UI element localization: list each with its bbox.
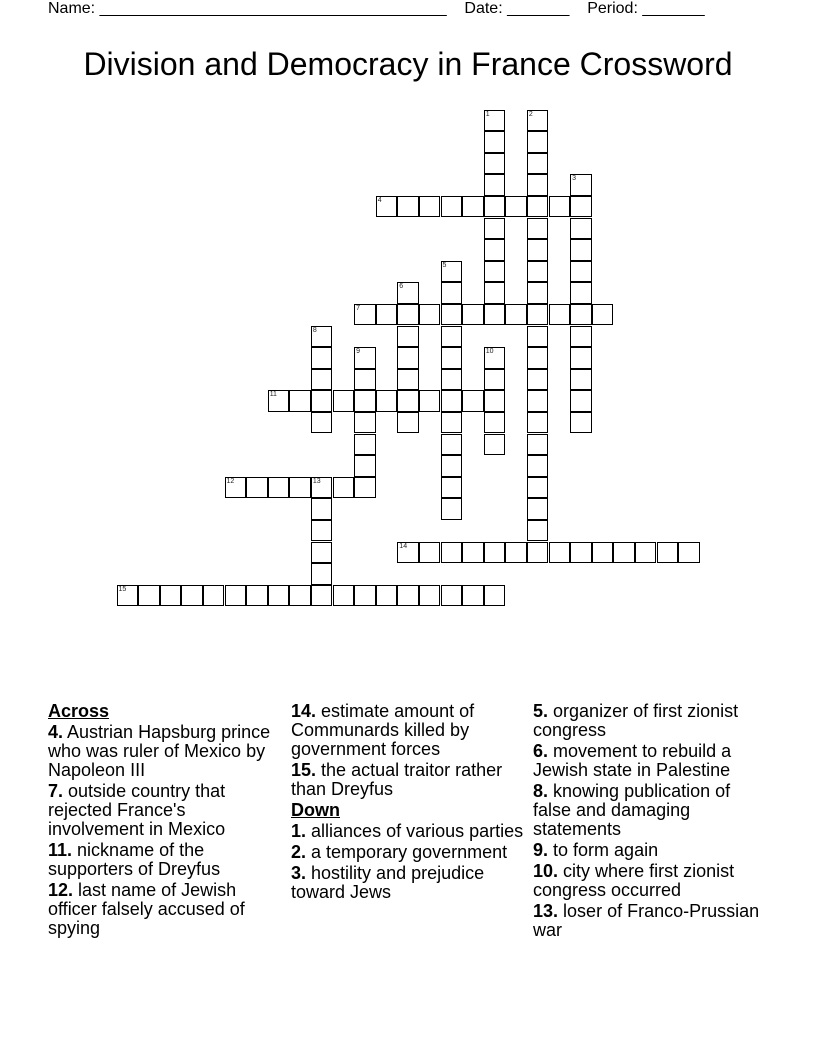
grid-cell[interactable] bbox=[570, 412, 592, 434]
grid-cell[interactable] bbox=[311, 498, 333, 520]
grid-cell[interactable] bbox=[570, 369, 592, 391]
grid-cell[interactable] bbox=[484, 304, 506, 326]
grid-cell[interactable] bbox=[311, 520, 333, 542]
clue-number-label: 7 bbox=[356, 304, 360, 312]
grid-cell[interactable] bbox=[484, 110, 506, 132]
clue-number-label: 1 bbox=[485, 110, 490, 118]
period-blank[interactable]: _______ bbox=[642, 0, 705, 17]
grid-cell[interactable] bbox=[419, 304, 441, 326]
clue-number: 3. bbox=[291, 863, 307, 883]
clue-across-11 bbox=[48, 841, 283, 879]
clue-number-label: 9 bbox=[356, 348, 360, 356]
grid-cell[interactable] bbox=[527, 239, 549, 261]
grid-cell[interactable] bbox=[376, 304, 398, 326]
grid-cell[interactable] bbox=[333, 477, 355, 499]
grid-cell[interactable] bbox=[419, 196, 441, 218]
clue-text: movement to rebuild a Jewish state in Palestine bbox=[533, 741, 732, 780]
grid-cell[interactable] bbox=[505, 304, 527, 326]
clue-text: to form again bbox=[553, 840, 659, 860]
grid-cell[interactable] bbox=[354, 585, 376, 607]
grid-cell[interactable] bbox=[441, 304, 463, 326]
grid-cell[interactable] bbox=[484, 369, 506, 391]
grid-cell[interactable] bbox=[527, 326, 549, 348]
student-info-line bbox=[48, 0, 705, 18]
grid-cell[interactable] bbox=[354, 434, 376, 456]
grid-cell[interactable] bbox=[484, 261, 506, 283]
grid-cell[interactable] bbox=[397, 347, 419, 369]
clue-text: nickname of the supporters of Dreyfus bbox=[48, 840, 221, 879]
grid-cell[interactable] bbox=[225, 585, 247, 607]
page-title: Division and Democracy in France Crossword bbox=[83, 46, 733, 82]
clue-number: 9. bbox=[533, 840, 549, 860]
grid-cell[interactable] bbox=[311, 390, 333, 412]
grid-cell[interactable] bbox=[441, 282, 463, 304]
grid-cell[interactable] bbox=[570, 304, 592, 326]
grid-cell[interactable] bbox=[549, 304, 571, 326]
grid-cell[interactable] bbox=[354, 347, 376, 369]
grid-cell[interactable] bbox=[419, 542, 441, 564]
grid-cell[interactable] bbox=[138, 585, 160, 607]
grid-cell[interactable] bbox=[527, 304, 549, 326]
grid-cell[interactable] bbox=[203, 585, 225, 607]
clue-text: last name of Jewish officer falsely accused of spying bbox=[48, 880, 245, 938]
clue-down-1 bbox=[291, 822, 526, 841]
clue-number-label: 10 bbox=[485, 348, 494, 356]
grid-cell[interactable] bbox=[376, 196, 398, 218]
grid-cell[interactable] bbox=[441, 498, 463, 520]
clue-number-label: 15 bbox=[118, 585, 127, 593]
grid-cell[interactable] bbox=[527, 369, 549, 391]
clue-text: outside country that rejected France's involvement in Mexico bbox=[48, 781, 226, 839]
grid-cell[interactable] bbox=[527, 110, 549, 132]
grid-cell[interactable] bbox=[268, 477, 290, 499]
grid-cell[interactable] bbox=[333, 390, 355, 412]
clue-number: 10. bbox=[533, 861, 559, 881]
grid-cell[interactable] bbox=[570, 542, 592, 564]
grid-cell[interactable] bbox=[397, 542, 419, 564]
period-label: Period: bbox=[587, 0, 638, 17]
grid-cell[interactable] bbox=[484, 218, 506, 240]
clue-number: 8. bbox=[533, 781, 549, 801]
clue-number-label: 13 bbox=[312, 477, 321, 485]
clue-down-3 bbox=[291, 864, 526, 902]
clue-text: hostility and prejudice toward Jews bbox=[291, 863, 485, 902]
grid-cell[interactable] bbox=[397, 196, 419, 218]
clue-number-label: 4 bbox=[377, 196, 382, 204]
grid-cell[interactable] bbox=[354, 369, 376, 391]
clue-text: city where first zionist congress occurred bbox=[533, 861, 735, 900]
grid-cell[interactable] bbox=[441, 542, 463, 564]
grid-cell[interactable] bbox=[592, 542, 614, 564]
grid-cell[interactable] bbox=[419, 585, 441, 607]
grid-cell[interactable] bbox=[397, 304, 419, 326]
grid-cell[interactable] bbox=[354, 455, 376, 477]
grid-cell[interactable] bbox=[527, 412, 549, 434]
clue-down-10 bbox=[533, 862, 773, 900]
grid-cell[interactable] bbox=[354, 412, 376, 434]
clue-across-14 bbox=[291, 702, 526, 759]
grid-cell[interactable] bbox=[441, 477, 463, 499]
clue-text: estimate amount of Communards killed by government forces bbox=[291, 701, 475, 759]
grid-cell[interactable] bbox=[570, 390, 592, 412]
clue-number: 1. bbox=[291, 821, 307, 841]
grid-cell[interactable] bbox=[289, 477, 311, 499]
grid-cell[interactable] bbox=[527, 347, 549, 369]
clue-number: 15. bbox=[291, 760, 317, 780]
grid-cell[interactable] bbox=[397, 390, 419, 412]
grid-cell[interactable] bbox=[311, 369, 333, 391]
grid-cell[interactable] bbox=[354, 477, 376, 499]
grid-cell[interactable] bbox=[311, 585, 333, 607]
grid-cell[interactable] bbox=[678, 542, 700, 564]
grid-cell[interactable] bbox=[441, 347, 463, 369]
clues-column-3 bbox=[533, 702, 773, 942]
grid-cell[interactable] bbox=[549, 196, 571, 218]
clue-number: 5. bbox=[533, 701, 549, 721]
grid-cell[interactable] bbox=[505, 196, 527, 218]
clue-number-label: 14 bbox=[399, 542, 408, 550]
grid-cell[interactable] bbox=[484, 131, 506, 153]
name-label: Name: bbox=[48, 0, 96, 17]
clue-number: 4. bbox=[48, 722, 64, 742]
clue-number-label: 8 bbox=[312, 326, 317, 334]
grid-cell[interactable] bbox=[225, 477, 247, 499]
grid-cell[interactable] bbox=[441, 326, 463, 348]
grid-cell[interactable] bbox=[570, 282, 592, 304]
grid-cell[interactable] bbox=[462, 196, 484, 218]
grid-cell[interactable] bbox=[376, 390, 398, 412]
grid-cell[interactable] bbox=[462, 542, 484, 564]
grid-cell[interactable] bbox=[527, 477, 549, 499]
grid-cell[interactable] bbox=[441, 455, 463, 477]
clue-text: knowing publication of false and damaging statements bbox=[533, 781, 731, 839]
clue-number: 11. bbox=[48, 840, 73, 860]
grid-cell[interactable] bbox=[527, 434, 549, 456]
grid-cell[interactable] bbox=[268, 390, 290, 412]
grid-cell[interactable] bbox=[354, 390, 376, 412]
clue-down-8 bbox=[533, 782, 773, 839]
grid-cell[interactable] bbox=[181, 585, 203, 607]
clues-column-1 bbox=[48, 702, 283, 940]
grid-cell[interactable] bbox=[549, 542, 571, 564]
down-heading: Down bbox=[291, 800, 340, 820]
across-heading: Across bbox=[48, 701, 110, 721]
grid-cell[interactable] bbox=[268, 585, 290, 607]
grid-cell[interactable] bbox=[505, 542, 527, 564]
grid-cell[interactable] bbox=[117, 585, 139, 607]
grid-cell[interactable] bbox=[397, 412, 419, 434]
grid-cell[interactable] bbox=[570, 196, 592, 218]
grid-cell[interactable] bbox=[592, 304, 614, 326]
clue-text: Austrian Hapsburg prince who was ruler of Mexico by Napoleon III bbox=[48, 722, 271, 780]
grid-cell[interactable] bbox=[527, 131, 549, 153]
clue-number: 6. bbox=[533, 741, 549, 761]
grid-cell[interactable] bbox=[635, 542, 657, 564]
grid-cell[interactable] bbox=[657, 542, 679, 564]
grid-cell[interactable] bbox=[311, 477, 333, 499]
clue-number-label: 2 bbox=[528, 110, 533, 118]
clue-text: the actual traitor rather than Dreyfus bbox=[291, 760, 503, 799]
grid-cell[interactable] bbox=[484, 412, 506, 434]
grid-cell[interactable] bbox=[484, 347, 506, 369]
grid-cell[interactable] bbox=[527, 218, 549, 240]
grid-cell[interactable] bbox=[160, 585, 182, 607]
grid-cell[interactable] bbox=[311, 347, 333, 369]
clue-down-13 bbox=[533, 902, 773, 940]
grid-cell[interactable] bbox=[441, 369, 463, 391]
grid-cell[interactable] bbox=[246, 585, 268, 607]
grid-cell[interactable] bbox=[397, 369, 419, 391]
grid-cell[interactable] bbox=[527, 174, 549, 196]
grid-cell[interactable] bbox=[354, 304, 376, 326]
grid-cell[interactable] bbox=[527, 282, 549, 304]
grid-cell[interactable] bbox=[484, 239, 506, 261]
grid-cell[interactable] bbox=[570, 239, 592, 261]
grid-cell[interactable] bbox=[441, 585, 463, 607]
grid-cell[interactable] bbox=[570, 174, 592, 196]
grid-cell[interactable] bbox=[527, 498, 549, 520]
grid-cell[interactable] bbox=[311, 542, 333, 564]
clue-text: alliances of various parties bbox=[311, 821, 524, 841]
date-blank[interactable]: _______ bbox=[507, 0, 570, 17]
grid-cell[interactable] bbox=[527, 542, 549, 564]
grid-cell[interactable] bbox=[311, 412, 333, 434]
clue-number-label: 12 bbox=[226, 477, 235, 485]
grid-cell[interactable] bbox=[289, 585, 311, 607]
grid-cell[interactable] bbox=[333, 585, 355, 607]
clue-down-2 bbox=[291, 843, 526, 862]
date-label: Date: bbox=[464, 0, 503, 17]
grid-cell[interactable] bbox=[419, 390, 441, 412]
grid-cell[interactable] bbox=[484, 585, 506, 607]
clue-number: 12. bbox=[48, 880, 74, 900]
grid-cell[interactable] bbox=[441, 412, 463, 434]
grid-cell[interactable] bbox=[441, 434, 463, 456]
clue-down-9 bbox=[533, 841, 773, 860]
clue-number: 2. bbox=[291, 842, 307, 862]
grid-cell[interactable] bbox=[613, 542, 635, 564]
clue-across-4 bbox=[48, 723, 283, 780]
clue-number-label: 5 bbox=[442, 261, 447, 269]
grid-cell[interactable] bbox=[527, 390, 549, 412]
grid-cell[interactable] bbox=[484, 390, 506, 412]
grid-cell[interactable] bbox=[527, 261, 549, 283]
grid-cell[interactable] bbox=[397, 282, 419, 304]
name-blank[interactable]: _______________________________________ bbox=[99, 0, 447, 17]
grid-cell[interactable] bbox=[484, 153, 506, 175]
clues-column-2 bbox=[291, 702, 526, 904]
clue-across-15 bbox=[291, 761, 526, 799]
grid-cell[interactable] bbox=[484, 196, 506, 218]
grid-cell[interactable] bbox=[397, 326, 419, 348]
clue-text: organizer of first zionist congress bbox=[533, 701, 739, 740]
grid-cell[interactable] bbox=[570, 218, 592, 240]
grid-cell[interactable] bbox=[441, 261, 463, 283]
clue-number: 14. bbox=[291, 701, 317, 721]
grid-cell[interactable] bbox=[462, 390, 484, 412]
grid-cell[interactable] bbox=[484, 542, 506, 564]
clue-number-label: 3 bbox=[572, 175, 576, 183]
grid-cell[interactable] bbox=[484, 282, 506, 304]
grid-cell[interactable] bbox=[570, 326, 592, 348]
grid-cell[interactable] bbox=[527, 455, 549, 477]
grid-cell[interactable] bbox=[246, 477, 268, 499]
grid-cell[interactable] bbox=[527, 520, 549, 542]
grid-cell[interactable] bbox=[441, 196, 463, 218]
grid-cell[interactable] bbox=[527, 196, 549, 218]
clue-text: a temporary government bbox=[311, 842, 508, 862]
grid-cell[interactable] bbox=[441, 390, 463, 412]
clue-across-12 bbox=[48, 881, 283, 938]
grid-cell[interactable] bbox=[376, 585, 398, 607]
grid-cell[interactable] bbox=[289, 390, 311, 412]
grid-cell[interactable] bbox=[570, 261, 592, 283]
clue-down-6 bbox=[533, 742, 773, 780]
clue-text: loser of Franco-Prussian war bbox=[533, 901, 760, 940]
grid-cell[interactable] bbox=[311, 326, 333, 348]
grid-cell[interactable] bbox=[527, 153, 549, 175]
grid-cell[interactable] bbox=[484, 174, 506, 196]
clue-number-label: 6 bbox=[399, 283, 404, 291]
grid-cell[interactable] bbox=[462, 304, 484, 326]
grid-cell[interactable] bbox=[397, 585, 419, 607]
clue-number-label: 11 bbox=[269, 391, 277, 399]
grid-cell[interactable] bbox=[462, 585, 484, 607]
clue-number: 13. bbox=[533, 901, 559, 921]
clue-across-7 bbox=[48, 782, 283, 839]
grid-cell[interactable] bbox=[570, 347, 592, 369]
grid-cell[interactable] bbox=[311, 563, 333, 585]
clue-down-5 bbox=[533, 702, 773, 740]
grid-cell[interactable] bbox=[484, 434, 506, 456]
clue-number: 7. bbox=[48, 781, 64, 801]
